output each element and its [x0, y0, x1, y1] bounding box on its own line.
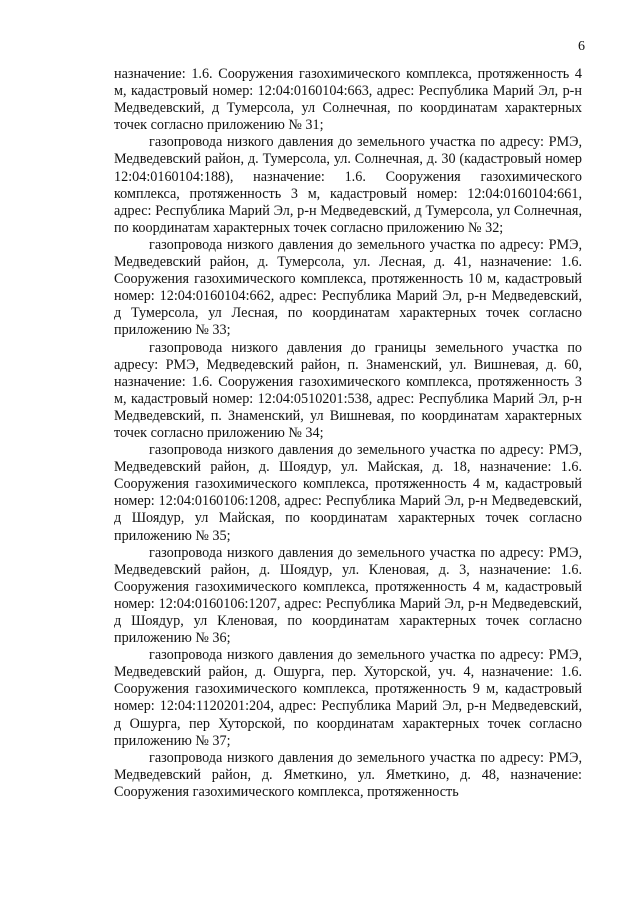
- paragraph-7: газопровода низкого давления до земельного участка по адресу: РМЭ, Медведевский район, д. Ошурга, пер. Хуторской, уч. 4, назначение: 1.6. Сооружения газохимического комплекса, протяженность 9 м, кадастровый номер: 12:04:1120201:204, адрес: Республика Марий Эл, р-н Медведевский, д Ошурга, пер Хуторской, по координатам характерных точек согласно приложению № 37;: [114, 647, 582, 749]
- paragraph-1: назначение: 1.6. Сооружения газохимического комплекса, протяженность 4 м, кадастровый номер: 12:04:0160104:663, адрес: Республика Марий Эл, р-н Медведевский, д Тумерсола, ул Солнечная, по координатам характерных точек согласно приложению № 31;: [114, 66, 582, 134]
- paragraph-6: газопровода низкого давления до земельного участка по адресу: РМЭ, Медведевский район, д. Шоядур, ул. Кленовая, д. 3, назначение: 1.6. Сооружения газохимического комплекса, протяженность 4 м, кадастровый номер: 12:04:0160106:1207, адрес: Республика Марий Эл, р-н Медведевский, д Шоядур, ул Кленовая, по координатам характерных точек согласно приложению № 36;: [114, 544, 582, 647]
- document-body: [114, 66, 582, 801]
- paragraph-5: газопровода низкого давления до земельного участка по адресу: РМЭ, Медведевский район, д. Шоядур, ул. Майская, д. 18, назначение: 1.6. Сооружения газохимического комплекса, протяженность 4 м, кадастровый номер: 12:04:0160106:1208, адрес: Республика Марий Эл, р-н Медведевский, д Шоядур, ул Майская, по координатам характерных точек согласно приложению № 35;: [114, 442, 582, 544]
- paragraph-3: газопровода низкого давления до земельного участка по адресу: РМЭ, Медведевский район, д. Тумерсола, ул. Лесная, д. 41, назначение: 1.6. Сооружения газохимического комплекса, протяженность 10 м, кадастровый номер: 12:04:0160104:662, адрес: Республика Марий Эл, р-н Медведевский, д Тумерсола, ул Лесная, по координатам характерных точек согласно приложению № 33;: [114, 236, 582, 339]
- paragraph-2: газопровода низкого давления до земельного участка по адресу: РМЭ, Медведевский район, д. Тумерсола, ул. Солнечная, д. 30 (кадастровый номер 12:04:0160104:188), назначение: 1.6. Сооружения газохимического комплекса, протяженность 3 м, кадастровый номер: 12:04:0160104:661, адрес: Республика Марий Эл, р-н Медведевский, д Тумерсола, ул Солнечная, по координатам характерных точек согласно приложению № 32;: [114, 134, 582, 236]
- paragraph-4: газопровода низкого давления до границы земельного участка по адресу: РМЭ, Медведевский район, п. Знаменский, ул. Вишневая, д. 60, назначение: 1.6. Сооружения газохимического комплекса, протяженность 3 м, кадастровый номер: 12:04:0510201:538, адрес: Республика Марий Эл, р-н Медведевский, п. Знаменский, ул Вишневая, по координатам характерных точек согласно приложению № 34;: [114, 339, 582, 441]
- paragraph-8: газопровода низкого давления до земельного участка по адресу: РМЭ, Медведевский район, д. Яметкино, ул. Яметкино, д. 48, назначение: Сооружения газохимического комплекса, протяженность: [114, 749, 582, 800]
- page-number: 6: [578, 39, 585, 54]
